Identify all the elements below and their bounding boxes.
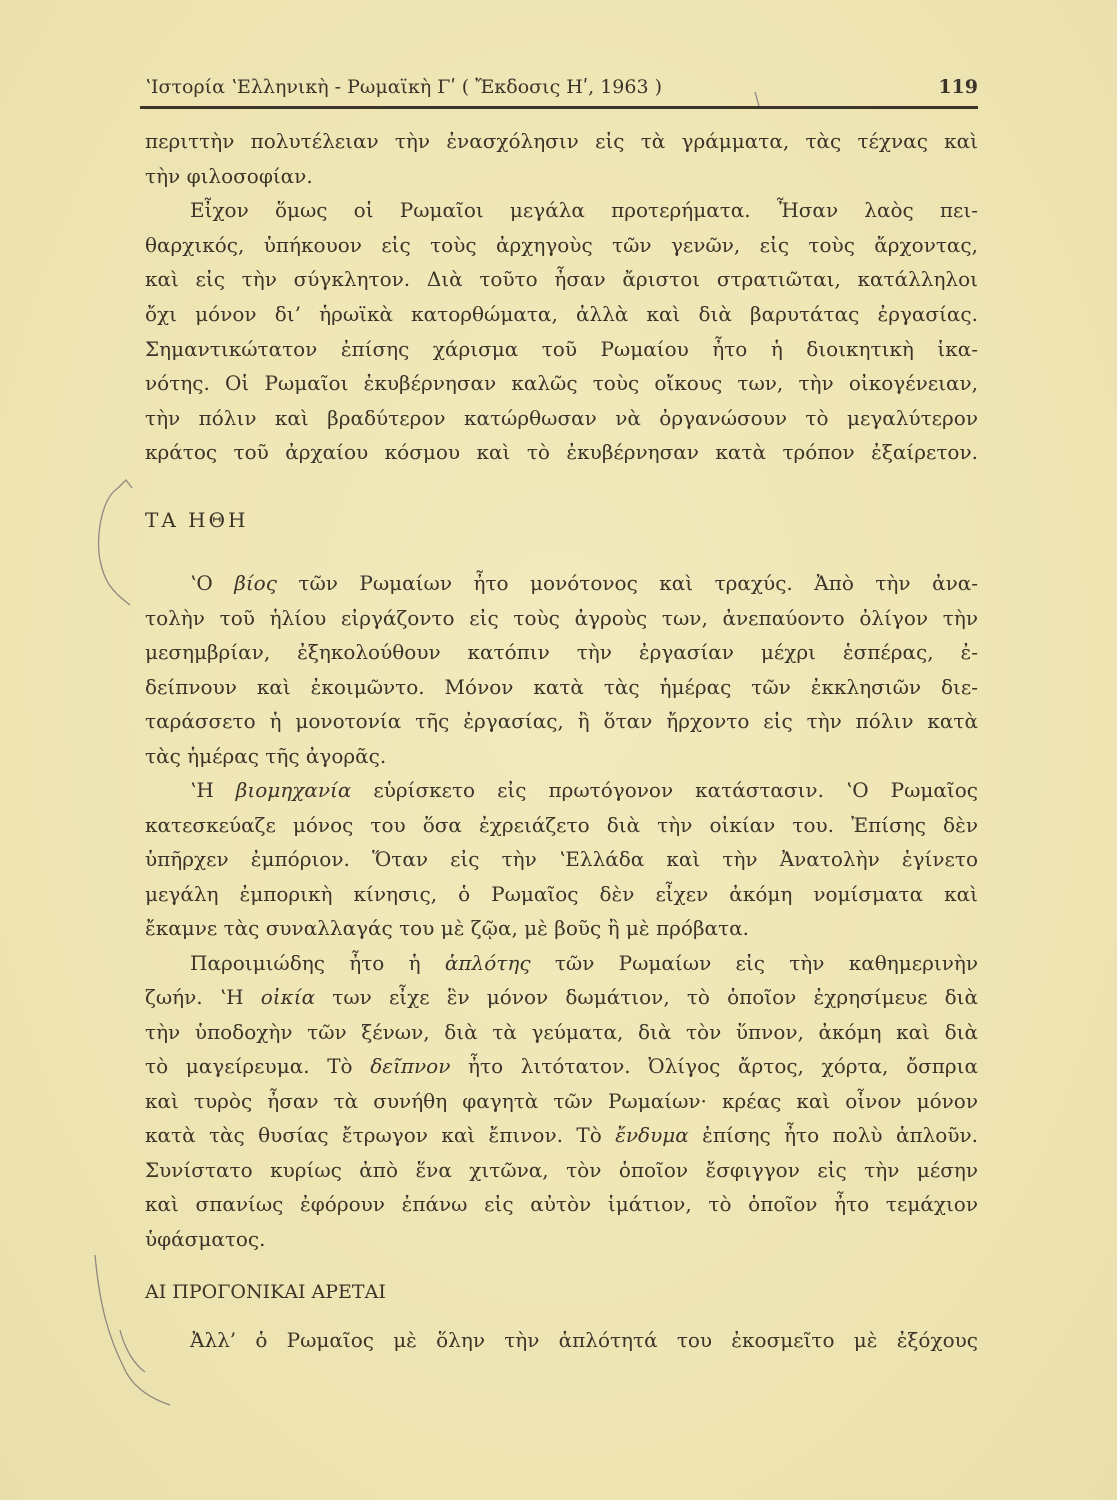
text-segment: ὑφάσματος. — [145, 1226, 266, 1251]
text-segment: ὑπῆρχεν ἐμπόριον. Ὅταν εἰς τὴν ʽΕλλάδα καὶ τὴν Ἀνατολὴν ἐγίνετο — [145, 847, 978, 871]
section-heading-ta-ithi: ΤΑ ΗΘΗ — [145, 508, 249, 532]
text-segment: καὶ τυρὸς ἦσαν τὰ συνήθη φαγητὰ τῶν Ρωμαίων· κρέας καὶ οἶνον μόνον — [145, 1088, 978, 1113]
text-segment: τὸ μαγείρευμα. Τὸ — [145, 1054, 371, 1078]
italic-term: οἰκία — [260, 985, 316, 1009]
text-segment: τὴν φιλοσοφίαν. — [145, 163, 313, 188]
text-segment: καὶ εἰς τὴν σύγκλητον. Διὰ τοῦτο ἦσαν ἄριστοι στρατιῶται, κατάλληλοι — [145, 267, 978, 292]
text-segment: τὴν ὑποδοχὴν τῶν ξένων, διὰ τὰ γεύματα, διὰ τὸν ὕπνον, ἀκόμη καὶ διὰ — [145, 1019, 978, 1044]
text-segment: Εἶχον ὅμως οἱ Ρωμαῖοι μεγάλα προτερήματα. Ἦσαν λαὸς πει- — [190, 198, 978, 223]
text-segment: ʽΟ — [190, 571, 235, 595]
italic-term: ἁπλότης — [444, 950, 531, 975]
text-segment: δείπνουν καὶ ἐκοιμῶντο. Μόνον κατὰ τὰς ἡμέρας τῶν ἐκκλησιῶν διε- — [145, 674, 978, 699]
pencil-bracket-mark — [99, 488, 130, 605]
book-title: ʽΙστορία ʽΕλληνικὴ - Ρωμαϊκὴ Γʹ ( Ἔκδοσις Ηʹ, 1963 ) — [145, 76, 663, 98]
text-segment: ʽΗ — [190, 778, 236, 802]
text-segment: ὄχι μόνον δι’ ἡρωϊκὰ κατορθώματα, ἀλλὰ καὶ διὰ βαρυτάτας ἐργασίας. — [145, 302, 978, 326]
text-segment: κατὰ τὰς θυσίας ἔτρωγον καὶ ἔπινον. Τὸ — [145, 1123, 616, 1147]
text-segment: κατεσκεύαζε μόνος του ὅσα ἐχρειάζετο διὰ τὴν οἰκίαν του. Ἐπίσης δὲν — [145, 812, 978, 837]
text-segment: τῶν Ρωμαίων ἦτο μονότονος καὶ τραχύς. Ἀπὸ τὴν ἀνα- — [276, 571, 978, 595]
italic-term: δεῖπνον — [370, 1054, 451, 1078]
page-number: 119 — [938, 76, 978, 98]
text-segment: τὴν πόλιν καὶ βραδύτερον κατώρθωσαν νὰ ὀργανώσουν τὸ μεγαλύτερον — [145, 405, 978, 430]
text-segment: ἐπίσης ἦτο πολὺ ἁπλοῦν. — [688, 1123, 978, 1147]
text-segment: περιττὴν πολυτέλειαν τὴν ἐνασχόλησιν εἰς τὰ γράμματα, τὰς τέχνας καὶ — [145, 129, 978, 153]
pencil-bracket-mark-lower — [95, 1255, 170, 1405]
section-heading-progonikai-aretai: ΑΙ ΠΡΟΓΟΝΙΚΑΙ ΑΡΕΤΑΙ — [145, 1281, 386, 1303]
text-segment: Συνίστατο κυρίως ἀπὸ ἕνα χιτῶνα, τὸν ὁποῖον ἔσφιγγον εἰς τὴν μέσην — [145, 1157, 978, 1182]
italic-term: βίος — [234, 571, 277, 595]
text-segment: τῶν Ρωμαίων εἰς τὴν καθημερινὴν — [530, 950, 978, 975]
italic-term: ἔνδυμα — [615, 1123, 689, 1147]
text-segment: νότης. Οἱ Ρωμαῖοι ἐκυβέρνησαν καλῶς τοὺς οἴκους των, τὴν οἰκογένειαν, — [145, 371, 978, 396]
text-segment: Ἀλλ’ ὁ Ρωμαῖος μὲ ὅλην τὴν ἁπλότητά του ἐκοσμεῖτο μὲ ἐξόχους — [190, 1328, 978, 1352]
text-segment: εὑρίσκετο εἰς πρωτόγονον κατάστασιν. ʽΟ Ρωμαῖος — [351, 778, 979, 802]
text-segment: κράτος τοῦ ἀρχαίου κόσμου καὶ τὸ ἐκυβέρνησαν κατὰ τρόπον ἐξαίρετον. — [145, 440, 978, 465]
text-segment: ἔκαμνε τὰς συναλλαγάς του μὲ ζῷα, μὲ βοῦς ἢ μὲ πρόβατα. — [145, 916, 749, 940]
text-segment: των εἶχε ἓν μόνον δωμάτιον, τὸ ὁποῖον ἐχρησίμευε διὰ — [315, 985, 978, 1009]
text-segment: Παροιμιώδης ἦτο ἡ — [190, 950, 445, 975]
text-segment: τὰς ἡμέρας τῆς ἀγορᾶς. — [145, 743, 387, 768]
italic-term: βιομηχανία — [235, 778, 352, 802]
text-segment: θαρχικός, ὑπήκουον εἰς τοὺς ἀρχηγοὺς τῶν γενῶν, εἰς τοὺς ἄρχοντας, — [145, 232, 978, 257]
text-segment: μεσημβρίαν, ἐξηκολούθουν κατόπιν τὴν ἐργασίαν μέχρι ἑσπέρας, ἐ- — [145, 640, 978, 664]
text-segment: τολὴν τοῦ ἡλίου εἰργάζοντο εἰς τοὺς ἀγροὺς των, ἀνεπαύοντο ὀλίγον τὴν — [145, 605, 978, 630]
text-segment: καὶ σπανίως ἐφόρουν ἐπάνω εἰς αὐτὸν ἱμάτιον, τὸ ὁποῖον ἦτο τεμάχιον — [145, 1192, 978, 1216]
text-segment: ζωήν. ʽΗ — [145, 985, 261, 1009]
text-segment: ἦτο λιτότατον. Ὀλίγος ἄρτος, χόρτα, ὄσπρια — [450, 1054, 979, 1078]
text-segment: Σημαντικώτατον ἐπίσης χάρισμα τοῦ Ρωμαίου ἦτο ἡ διοικητικὴ ἱκα- — [145, 336, 978, 361]
text-segment: ταράσσετο ἡ μονοτονία τῆς ἐργασίας, ἢ ὅταν ἤρχοντο εἰς τὴν πόλιν κατὰ — [145, 709, 978, 733]
text-segment: μεγάλη ἐμπορικὴ κίνησις, ὁ Ρωμαῖος δὲν εἶχεν ἀκόμη νομίσματα καὶ — [145, 881, 978, 906]
